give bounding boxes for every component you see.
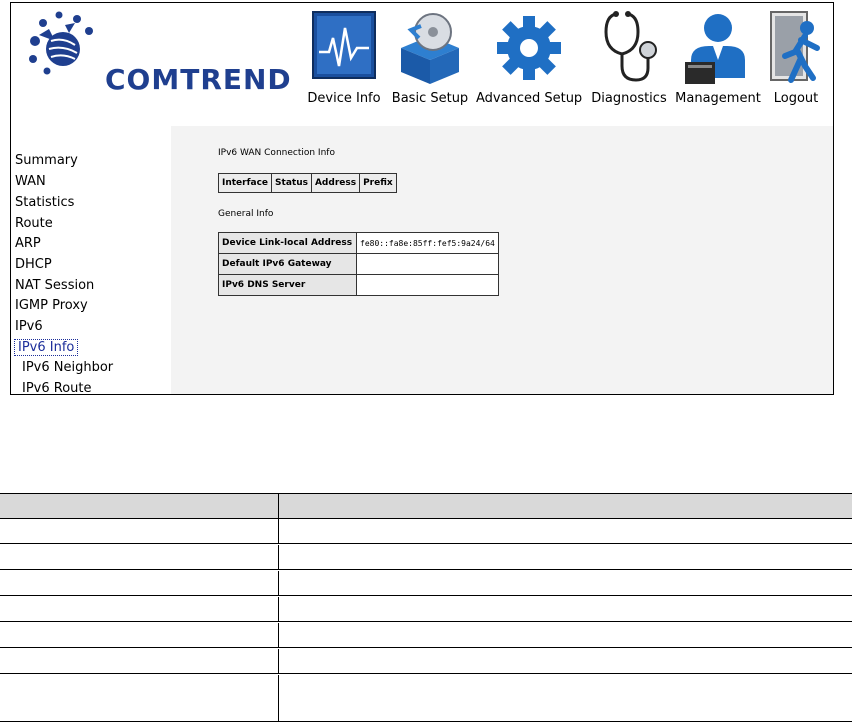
sidebar-item-igmp-proxy[interactable]: IGMP Proxy [15, 298, 88, 313]
nav-logout-label: Logout [773, 91, 819, 106]
table-row [219, 233, 499, 254]
sidebar [11, 126, 171, 394]
sidebar-item-nat-session[interactable]: NAT Session [15, 278, 95, 293]
sidebar-item-arp[interactable]: ARP [15, 236, 41, 251]
gateway-value [357, 254, 499, 275]
sidebar-item-wan[interactable]: WAN [15, 174, 46, 189]
management-icon [683, 8, 753, 88]
nav-management-label: Management [675, 91, 761, 106]
table-row [0, 649, 852, 674]
nav-device-info-label: Device Info [307, 91, 381, 106]
table-cell [0, 597, 279, 621]
table-cell [0, 571, 279, 595]
table-row [0, 545, 852, 570]
logout-icon [761, 8, 831, 88]
sidebar-item-dhcp[interactable]: DHCP [15, 257, 52, 272]
table-row [0, 623, 852, 648]
table-cell [0, 623, 279, 647]
sidebar-item-statistics[interactable]: Statistics [15, 195, 75, 210]
nav-diagnostics-label: Diagnostics [591, 91, 667, 106]
nav-advanced-setup-label: Advanced Setup [476, 91, 583, 106]
comtrend-logo [25, 11, 292, 101]
gear-icon [494, 8, 564, 88]
table-row [0, 675, 852, 722]
description-table-header [0, 493, 852, 519]
gateway-label: Default IPv6 Gateway [219, 254, 357, 275]
table-cell [0, 675, 279, 721]
table-row [219, 254, 499, 275]
general-info-title: General Info [218, 209, 274, 219]
link-local-label: Device Link-local Address [219, 233, 357, 254]
device-info-icon [309, 8, 379, 88]
general-info-table [218, 232, 499, 296]
table-cell [0, 649, 279, 673]
table-row [219, 275, 499, 296]
table-cell [0, 545, 279, 569]
table-row [0, 571, 852, 596]
stethoscope-icon [594, 8, 664, 88]
sidebar-item-ipv6-info[interactable]: IPv6 Info [14, 339, 78, 356]
main-content [171, 126, 833, 394]
table-header-row [219, 174, 397, 193]
link-local-value: fe80::fa8e:85ff:fef5:9a24/64 [357, 233, 499, 254]
table-row [0, 519, 852, 544]
router-ui-screenshot [10, 2, 834, 395]
dns-server-value [357, 275, 499, 296]
table-cell [0, 494, 279, 518]
header [11, 3, 833, 126]
brand-name: COMTREND [105, 63, 292, 96]
col-interface: Interface [219, 174, 272, 193]
nav-basic-setup-label: Basic Setup [391, 91, 469, 106]
sidebar-item-route[interactable]: Route [15, 216, 53, 231]
col-prefix: Prefix [360, 174, 397, 193]
col-status: Status [272, 174, 312, 193]
dns-server-label: IPv6 DNS Server [219, 275, 357, 296]
table-cell [0, 519, 279, 543]
basic-setup-icon [395, 8, 465, 88]
wan-connection-title: IPv6 WAN Connection Info [218, 148, 335, 158]
sidebar-item-ipv6-route[interactable]: IPv6 Route [22, 381, 92, 395]
table-row [0, 597, 852, 622]
wan-connection-table [218, 173, 397, 193]
col-address: Address [311, 174, 359, 193]
sidebar-item-ipv6-neighbor[interactable]: IPv6 Neighbor [22, 360, 114, 375]
sidebar-item-ipv6[interactable]: IPv6 [15, 319, 43, 334]
logo-mark-icon [25, 11, 105, 81]
sidebar-item-summary[interactable]: Summary [15, 153, 78, 168]
